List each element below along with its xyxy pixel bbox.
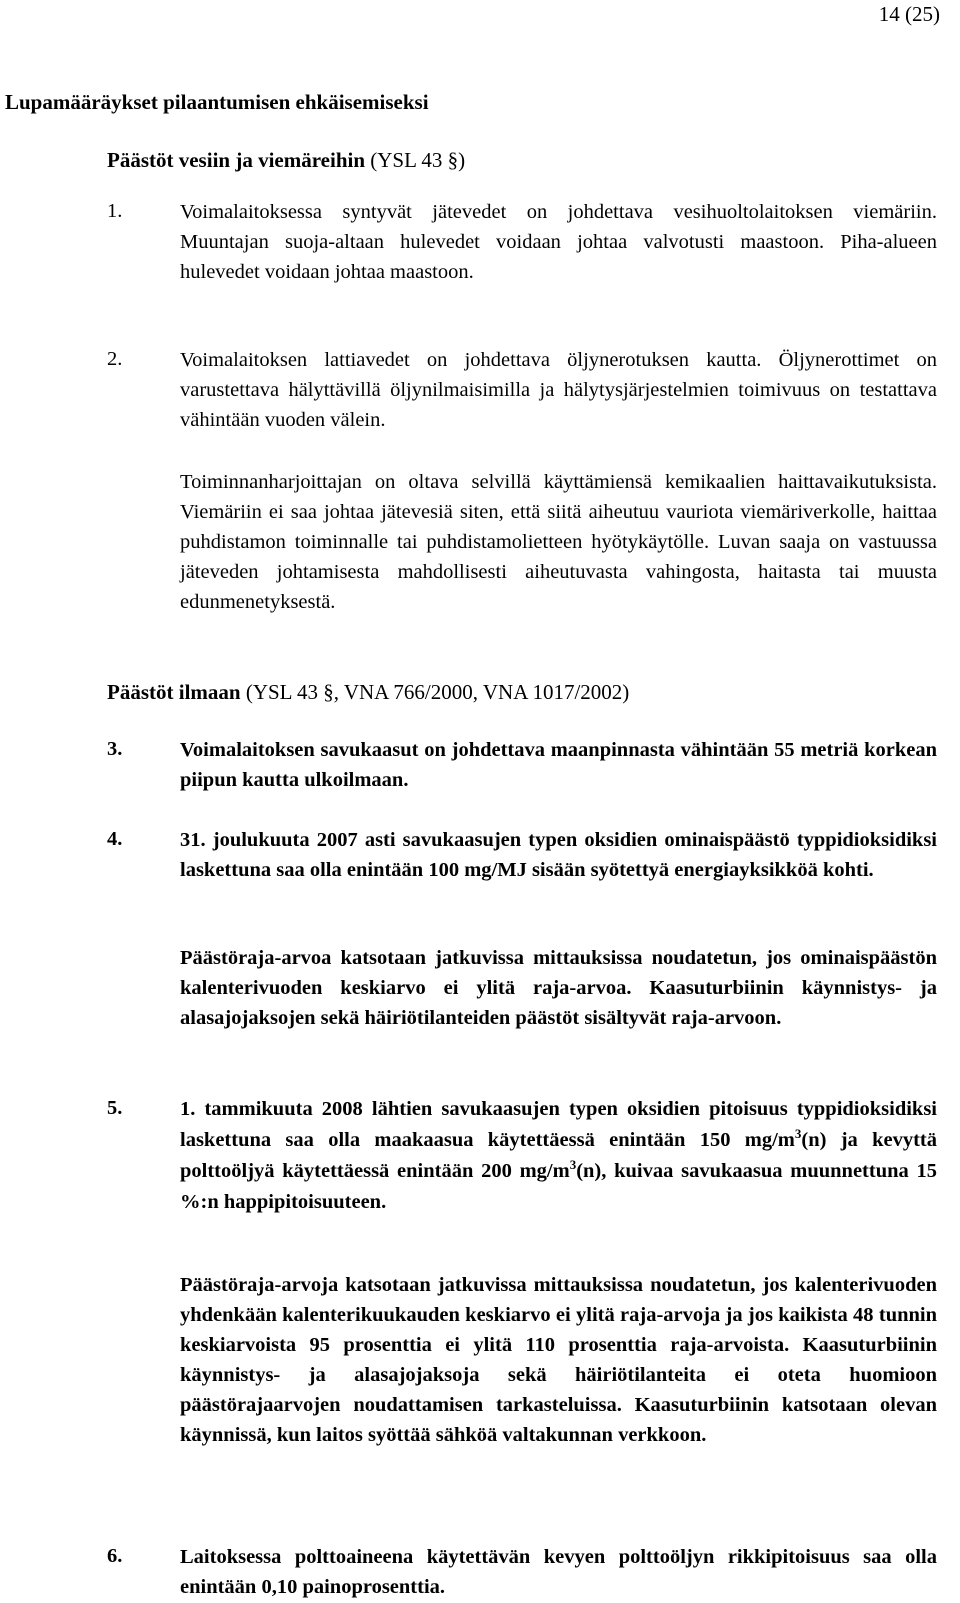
section-heading-air <box>107 680 629 705</box>
item-number-3: 3. <box>107 738 123 760</box>
item-text-5-continuation: Päästöraja-arvoja katsotaan jatkuvissa mittauksissa noudatetun, jos kalenterivuoden yhdenkään kalenterikuukauden keskiarvo ei ylitä raja-arvoja ja jos kaikista 48 tunnin keskiarvoista 95 prosenttia ei ylitä 110 prosenttia raja-arvoista. Kaasuturbiinin käynnistys- ja alasajojaksoja sekä häiriötilanteita ei oteta huomioon päästörajaarvojen noudattamisen tarkasteluissa. Kaasuturbiinin katsotaan olevan käynnissä, kun laitos syöttää sähköä valtakunnan verkkoon. <box>180 1274 937 1446</box>
item-number-4: 4. <box>107 828 123 850</box>
superscript-cube-1: 3 <box>794 1126 802 1142</box>
item-text-3: Voimalaitoksen savukaasut on johdettava maanpinnasta vähintään 55 metriä korkean piipun kautta ulkoilmaan. <box>180 739 937 791</box>
item-text-2-continuation: Toiminnanharjoittajan on oltava selvillä käyttämiensä kemikaalien haittavaikutuksista. Viemäriin ei saa johtaa jätevesiä siten, että siitä aiheutuu vauriota viemäriverkolle, haittaa puhdistamon toiminnalle tai puhdistamolietteen hyötykäytölle. Luvan saaja on vastuussa jäteveden johtamisesta mahdollisesti aiheutuvasta vahingosta, haitasta tai muusta edunmenetyksestä. <box>180 471 937 613</box>
item-number-1: 1. <box>107 200 123 222</box>
section-heading-water-ref: (YSL 43 §) <box>365 148 466 172</box>
main-heading: Lupamääräykset pilaantumisen ehkäisemiseksi <box>5 90 429 114</box>
section-heading-water <box>107 148 465 173</box>
item-text-4-continuation: Päästöraja-arvoa katsotaan jatkuvissa mittauksissa noudatetun, jos ominaispäästön kalenterivuoden keskiarvo ei ylitä raja-arvoa. Kaasuturbiinin käynnistys- ja alasajojaksojen sekä häiriötilanteiden päästöt sisältyvät raja-arvoon. <box>180 947 937 1029</box>
section-heading-air-bold: Päästöt ilmaan <box>107 680 241 704</box>
section-heading-water-bold: Päästöt vesiin ja viemäreihin <box>107 148 366 172</box>
item-text-1: Voimalaitoksessa syntyvät jätevedet on johdettava vesihuoltolaitoksen viemäriin. Muuntajan suoja-altaan hulevedet voidaan johtaa valvotusti maastoon. Piha-alueen hulevedet voidaan johtaa maastoon. <box>180 201 937 283</box>
item-number-6: 6. <box>107 1545 123 1567</box>
item-number-5: 5. <box>107 1097 123 1119</box>
item-text-5-part2: (n) ja kevyttä polttoöljyä käytettäessä enintään 200 mg/m <box>180 1129 937 1182</box>
item-text-2: Voimalaitoksen lattiavedet on johdettava öljynerotuksen kautta. Öljynerottimet on varustettava hälyttävillä öljynilmaisimilla ja hälytysjärjestelmien toimivuus on testattava vähintään vuoden välein. <box>180 349 937 431</box>
item-text-5 <box>180 1094 937 1218</box>
item-text-4: 31. joulukuuta 2007 asti savukaasujen typen oksidien ominaispäästö typpidioksidiksi laskettuna saa olla enintään 100 mg/MJ sisään syötettyä energiayksikköä kohti. <box>180 829 937 881</box>
item-text-5-part1: 1. tammikuuta 2008 lähtien savukaasujen typen oksidien pitoisuus typpidioksidiksi laskettuna saa olla maakaasua käytettäessä enintään 150 mg/m <box>180 1098 937 1151</box>
item-text-5-part3: (n), kuivaa savukaasua muunnettuna 15 %:n happipitoisuuteen. <box>180 1160 937 1213</box>
item-number-2: 2. <box>107 348 123 370</box>
item-text-6: Laitoksessa polttoaineena käytettävän kevyen polttoöljyn rikkipitoisuus saa olla enintään 0,10 painoprosenttia. <box>180 1546 937 1598</box>
superscript-cube-2: 3 <box>569 1157 577 1173</box>
page-number: 14 (25) <box>878 2 940 26</box>
section-heading-air-ref: (YSL 43 §, VNA 766/2000, VNA 1017/2002) <box>240 680 630 704</box>
